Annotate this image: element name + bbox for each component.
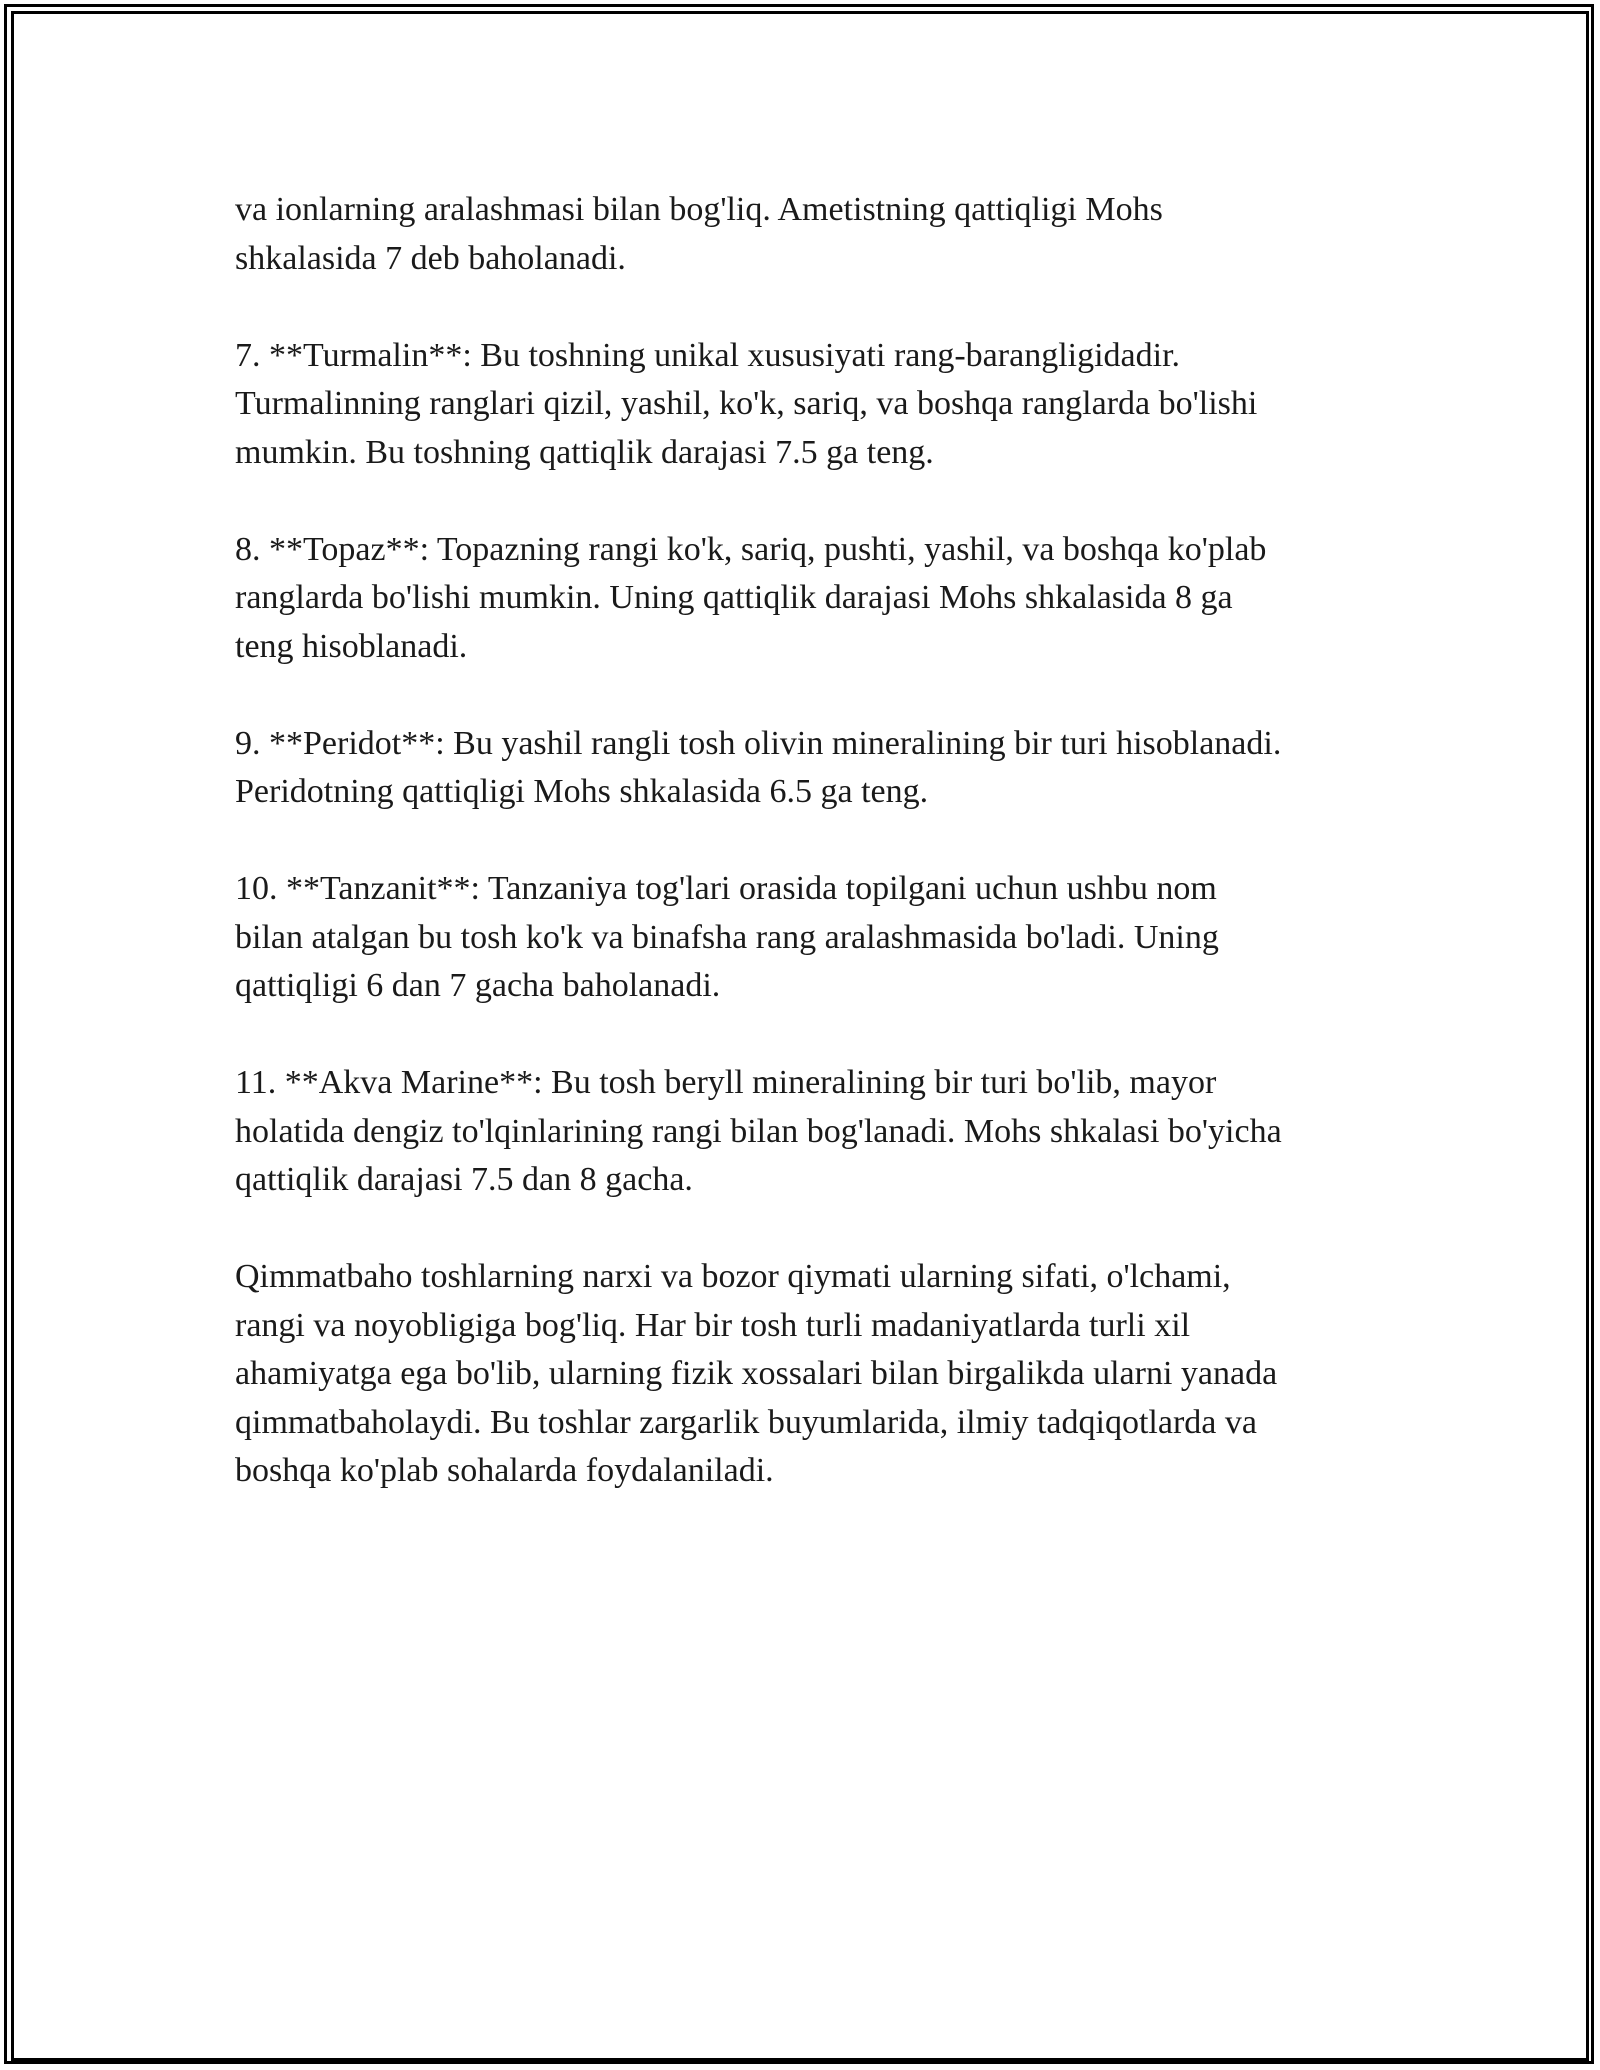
paragraph-tanzanit: 10. **Tanzanit**: Tanzaniya tog'lari orasida topilgani uchun ushbu nom bilan atalgan bu tosh ko'k va binafsha rang aralashmasida bo'ladi. Uning qattiqligi 6 dan 7 gacha baholanadi. [235, 870, 1219, 1004]
document-body [235, 186, 1385, 1544]
paragraph-peridot: 9. **Peridot**: Bu yashil rangli tosh olivin mineralining bir turi hisoblanadi. Peridotning qattiqligi Mohs shkalasida 6.5 ga teng. [235, 724, 1282, 810]
paragraph-turmalin: 7. **Turmalin**: Bu toshning unikal xususiyati rang-barangligidadir. Turmalinning ranglari qizil, yashil, ko'k, sariq, va boshqa ranglarda bo'lishi mumkin. Bu toshning qattiqlik darajasi 7.5 ga teng. [235, 336, 1258, 471]
paragraph-akva-marine: 11. **Akva Marine**: Bu tosh beryll mineralining bir turi bo'lib, mayor holatida dengiz to'lqinlarining rangi bilan bog'lanadi. Mohs shkalasi bo'yicha qattiqlik darajasi 7.5 dan 8 gacha. [235, 1064, 1282, 1198]
paragraph-ametist-continuation: va ionlarning aralashmasi bilan bog'liq. Ametistning qattiqligi Mohs shkalasida 7 deb baholanadi. [235, 191, 1163, 277]
paragraph-topaz: 8. **Topaz**: Topazning rangi ko'k, sariq, pushti, yashil, va boshqa ko'plab ranglarda bo'lishi mumkin. Uning qattiqlik darajasi Mohs shkalasida 8 ga teng hisoblanadi. [235, 530, 1267, 665]
paragraph-conclusion: Qimmatbaho toshlarning narxi va bozor qiymati ularning sifati, o'lchami, rangi va noyobligiga bog'liq. Har bir tosh turli madaniyatlarda turli xil ahamiyatga ega bo'lib, ularning fizik xossalari bilan birgalikda ularni yanada qimmatbaholaydi. Bu toshlar zargarlik buyumlarida, ilmiy tadqiqotlarda va boshqa ko'plab sohalarda foydalaniladi. [235, 1258, 1278, 1489]
